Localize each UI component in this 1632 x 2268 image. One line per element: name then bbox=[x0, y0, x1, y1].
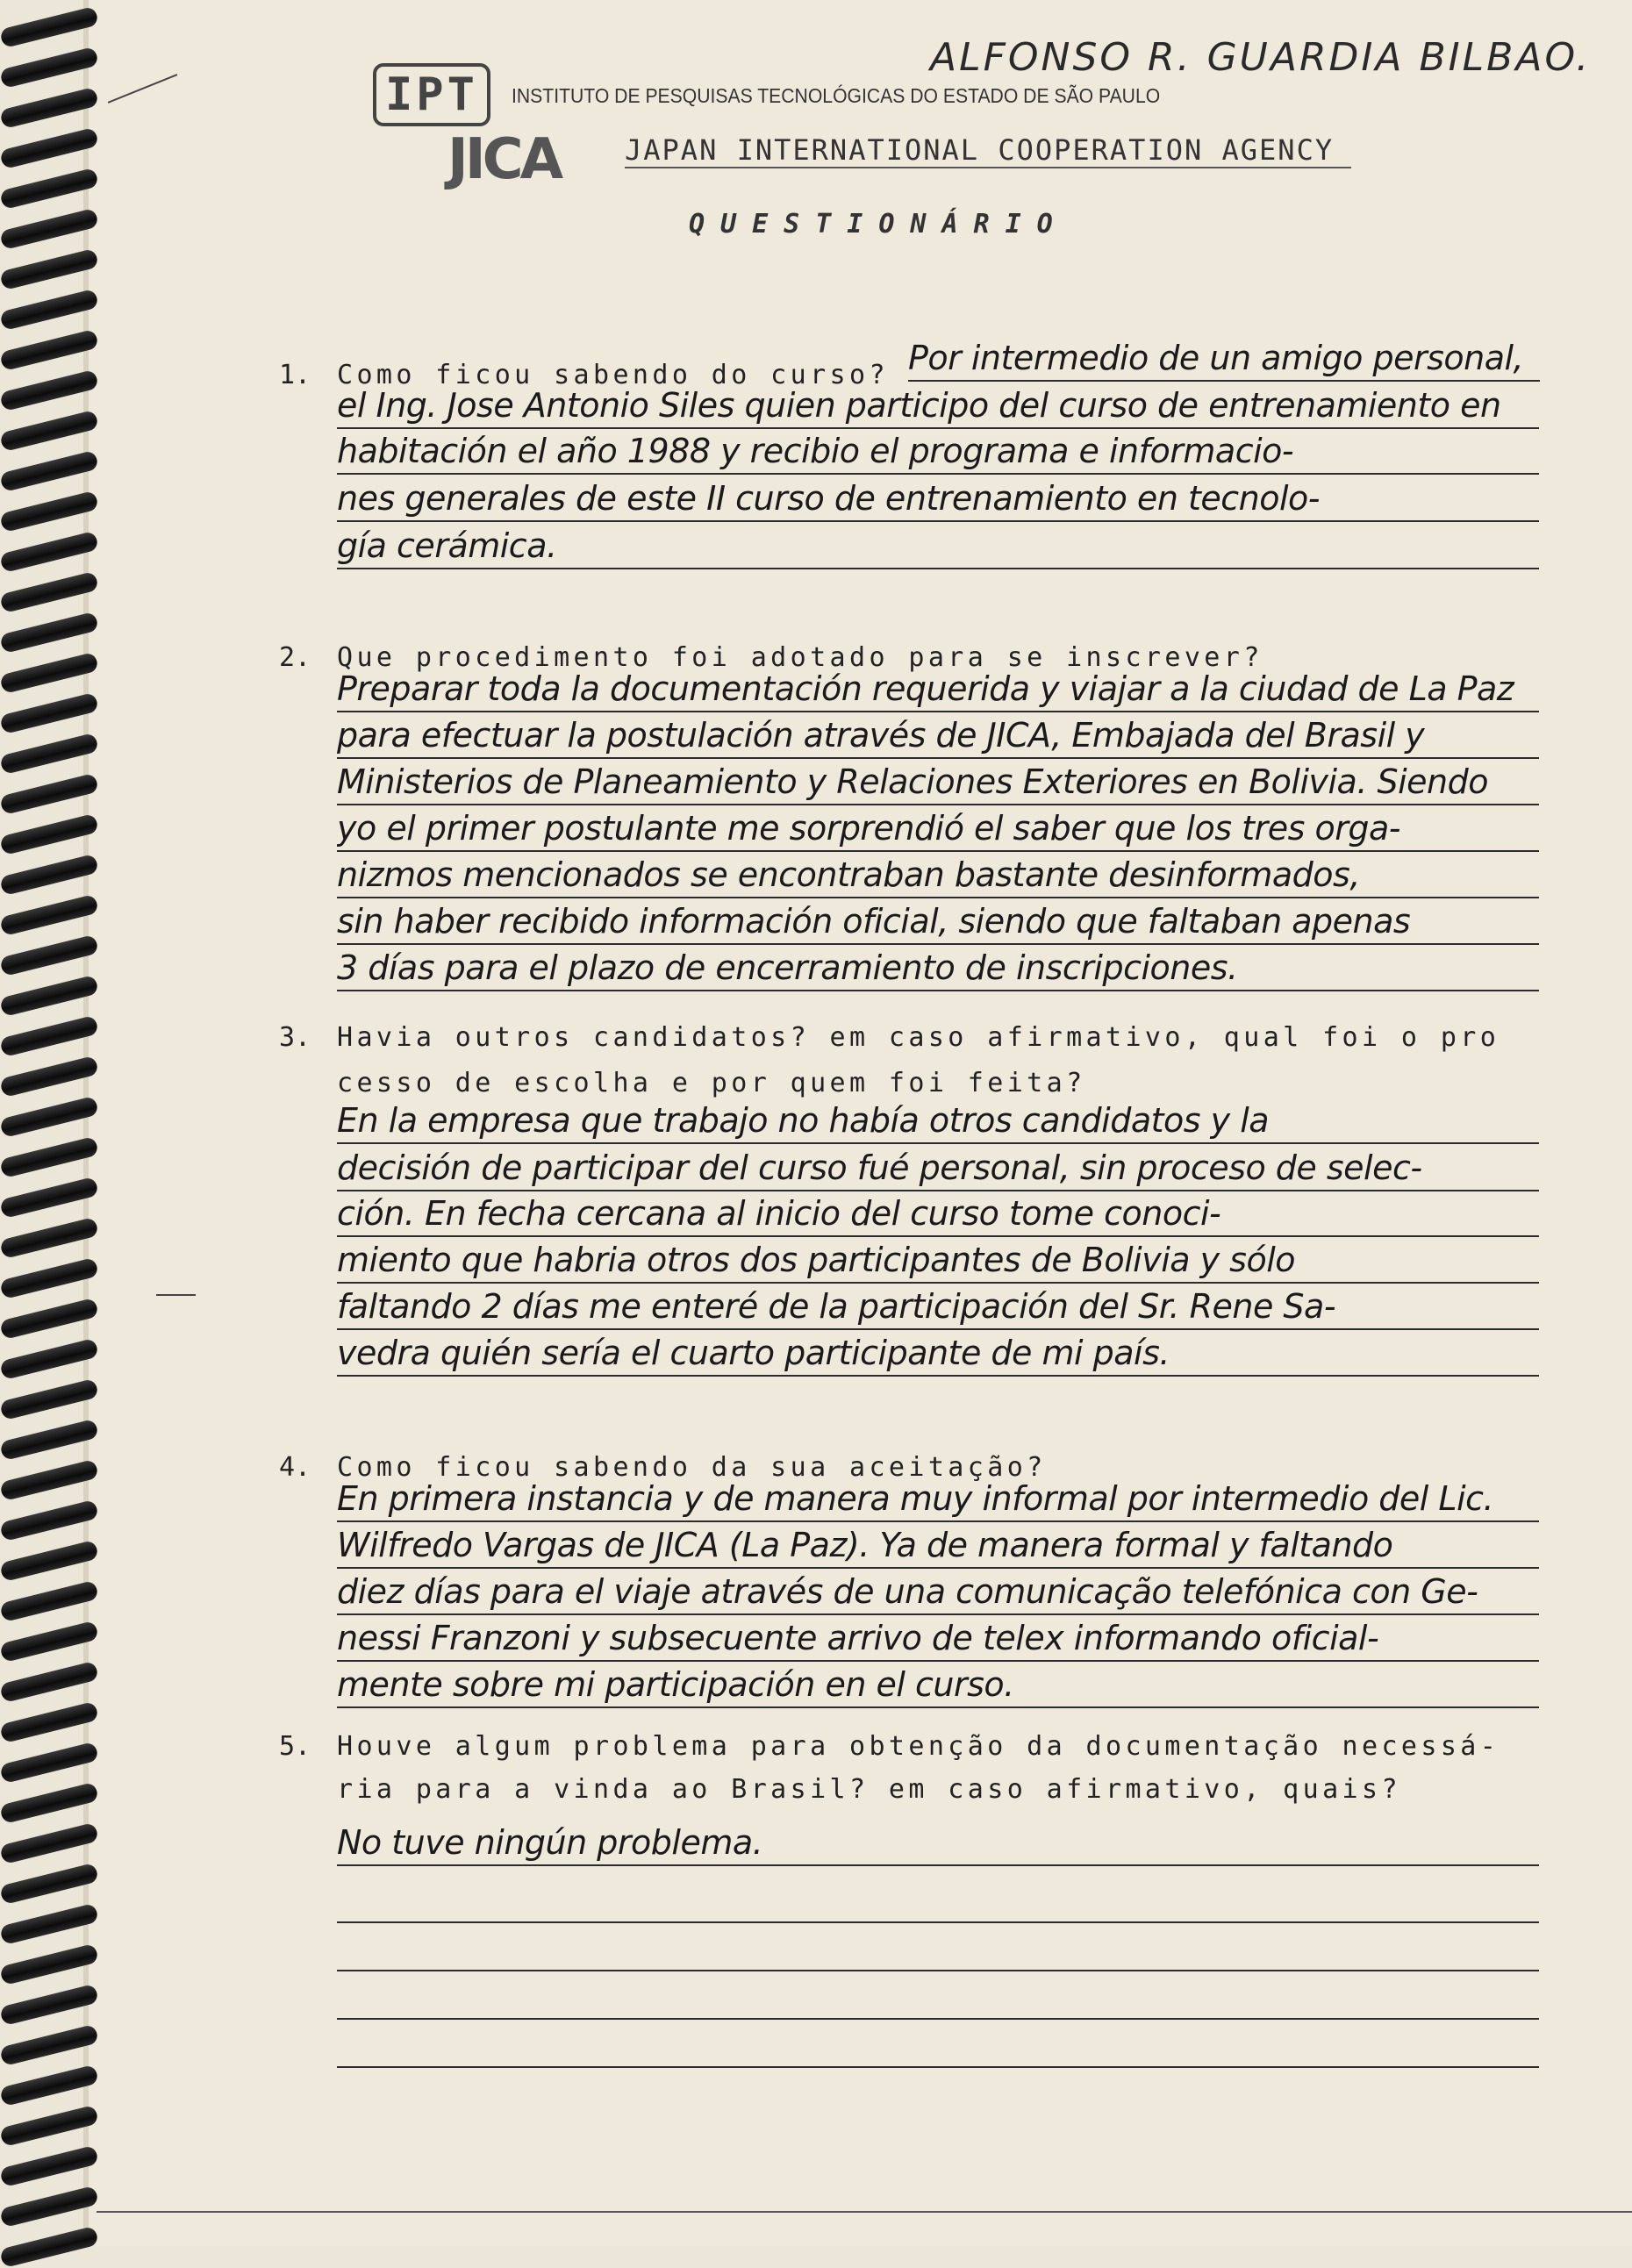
answer-line: Por intermedio de un amigo personal, bbox=[908, 336, 1540, 382]
answer-line: En primera instancia y de manera muy informal por intermedio del Lic. bbox=[337, 1477, 1539, 1522]
answer-line: ción. En fecha cercana al inicio del curso tome conoci- bbox=[337, 1191, 1539, 1237]
answer-line bbox=[337, 1926, 1539, 1971]
answer-line bbox=[337, 1878, 1539, 1923]
answer-line: gía cerámica. bbox=[337, 524, 1539, 569]
question-text: Havia outros candidatos? em caso afirmativo, qual foi o pro bbox=[337, 1022, 1500, 1053]
answer-line: vedra quién sería el cuarto participante de mi país. bbox=[337, 1331, 1539, 1377]
page-bottom-line bbox=[97, 2211, 1632, 2213]
question-text: Como ficou sabendo da sua aceitação? bbox=[337, 1452, 1047, 1483]
institute-name: INSTITUTO DE PESQUISAS TECNOLÓGICAS DO ESTADO DE SÃO PAULO bbox=[512, 84, 1161, 107]
page-title: QUESTIONÁRIO bbox=[689, 209, 1069, 240]
answer-line: yo el primer postulante me sorprendió el saber que los tres orga- bbox=[337, 806, 1539, 852]
answer-line: En la empresa que trabajo no había otros candidatos y la bbox=[337, 1098, 1539, 1144]
question-text: ria para a vinda ao Brasil? em caso afirmativo, quais? bbox=[337, 1774, 1401, 1805]
answer-line: nizmos mencionados se encontraban bastante desinformados, bbox=[337, 853, 1539, 898]
answer-line: Ministerios de Planeamiento y Relaciones Exteriores en Bolivia. Siendo bbox=[337, 760, 1539, 805]
answer-line: No tuve ningún problema. bbox=[337, 1821, 1539, 1866]
answer-line: el Ing. Jose Antonio Siles quien participo del curso de entrenamiento en bbox=[337, 383, 1539, 429]
answer-line: para efectuar la postulación através de JICA, Embajada del Brasil y bbox=[337, 713, 1539, 759]
answer-line: sin haber recibido información oficial, siendo que faltaban apenas bbox=[337, 899, 1539, 945]
answer-line: decisión de participar del curso fué personal, sin proceso de selec- bbox=[337, 1146, 1539, 1191]
question-number: 1. bbox=[279, 360, 311, 390]
question-text: Como ficou sabendo do curso? bbox=[337, 360, 889, 390]
question-text: cesso de escolha e por quem foi feita? bbox=[337, 1068, 1086, 1098]
answer-line: nessi Franzoni y subsecuente arrivo de telex informando oficial- bbox=[337, 1616, 1539, 1662]
ipt-logo: IPT bbox=[373, 63, 490, 126]
answer-line: diez días para el viaje através de una comunicação telefónica con Ge- bbox=[337, 1570, 1539, 1615]
question-text: Que procedimento foi adotado para se inscrever? bbox=[337, 642, 1263, 673]
handwritten-name: ALFONSO R. GUARDIA BILBAO. bbox=[930, 35, 1592, 80]
question-number: 3. bbox=[279, 1022, 311, 1053]
question-text: Houve algum problema para obtenção da documentação necessá- bbox=[337, 1731, 1500, 1762]
agency-name: JAPAN INTERNATIONAL COOPERATION AGENCY bbox=[625, 133, 1351, 168]
answer-line: mente sobre mi participación en el curso. bbox=[337, 1663, 1539, 1708]
answer-line bbox=[337, 2022, 1539, 2068]
question-number: 4. bbox=[279, 1452, 311, 1483]
question-number: 5. bbox=[279, 1731, 311, 1762]
answer-line: Wilfredo Vargas de JICA (La Paz). Ya de manera formal y faltando bbox=[337, 1523, 1539, 1569]
answer-line bbox=[337, 1974, 1539, 2020]
margin-mark bbox=[156, 1294, 196, 1296]
answer-line: nes generales de este II curso de entrenamiento en tecnolo- bbox=[337, 476, 1539, 522]
answer-line: Preparar toda la documentación requerida y viajar a la ciudad de La Paz bbox=[337, 667, 1539, 712]
question-number: 2. bbox=[279, 642, 311, 673]
answer-line: faltando 2 días me enteré de la participación del Sr. Rene Sa- bbox=[337, 1284, 1539, 1330]
answer-line: 3 días para el plazo de encerramiento de inscripciones. bbox=[337, 946, 1539, 991]
answer-line: habitación el año 1988 y recibio el programa e informacio- bbox=[337, 429, 1539, 475]
spiral-coil bbox=[0, 2226, 99, 2268]
jica-logo: JICA bbox=[447, 127, 561, 192]
answer-line: miento que habria otros dos participantes de Bolivia y sólo bbox=[337, 1238, 1539, 1284]
